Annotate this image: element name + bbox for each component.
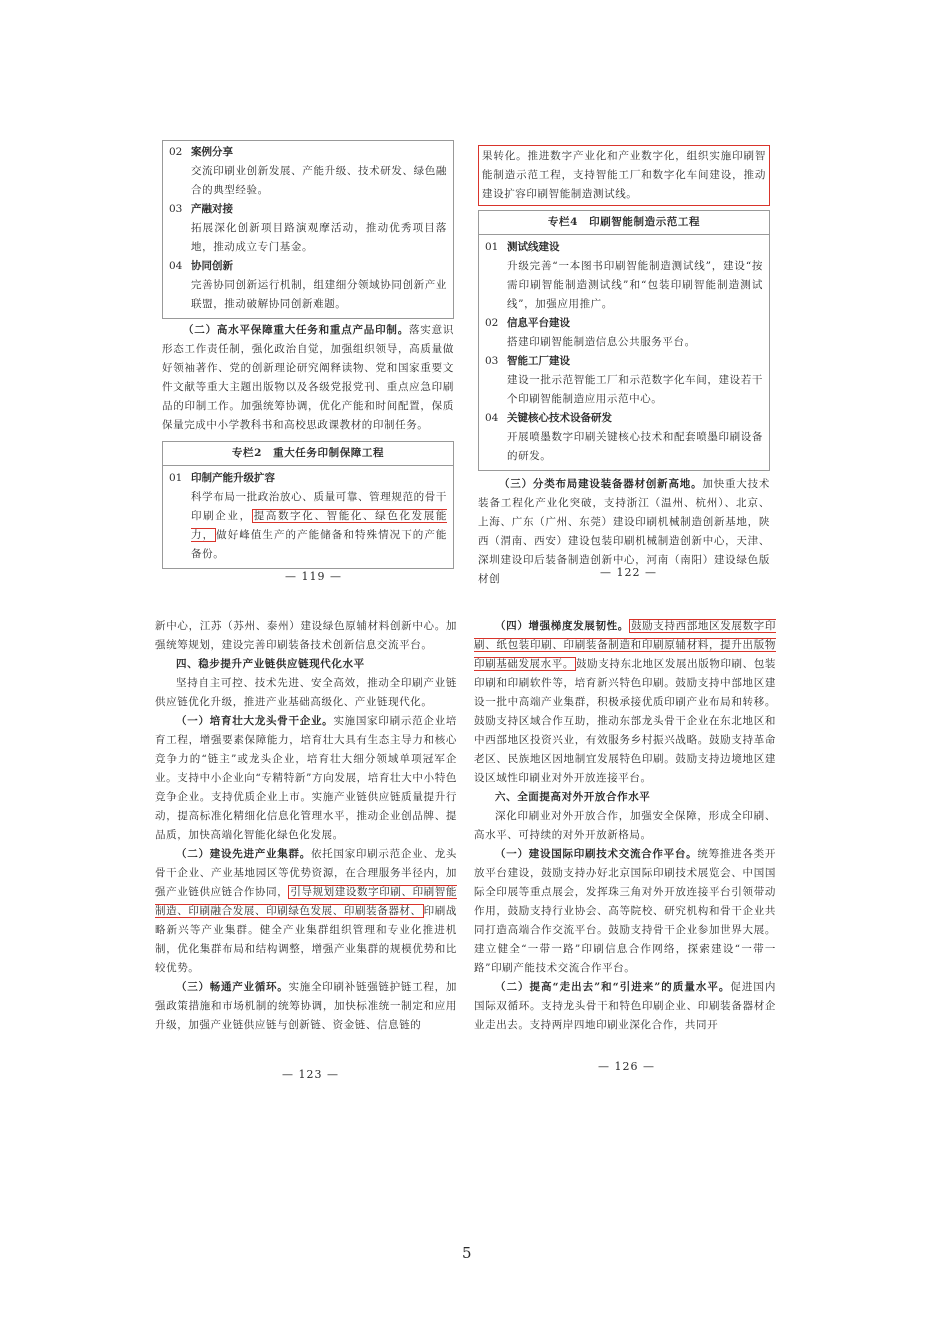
page-122 <box>478 145 770 589</box>
column-box-1 <box>162 140 454 319</box>
paragraph: （一）建设国际印刷技术交流合作平台。统筹推进各类开放平台建设，鼓励支持办好北京国际印刷技术展览会、中国国际全印展等重点展会，发挥珠三角对外开放连接平台引领带动作用，鼓励支持行业协会、高等院校、研究机构和骨干企业共同打造高端合作交流平台。鼓励支持骨干企业参加世界大展。建立健全“一带一路”印刷信息合作网络，探索建设“一带一路”印刷产能技术交流合作平台。 <box>474 848 776 974</box>
section-heading: 六、全面提高对外开放合作水平 <box>495 791 651 803</box>
box-title: 专栏2 重大任务印制保障工程 <box>163 442 453 466</box>
paragraph: （二）高水平保障重大任务和重点产品印制。落实意识形态工作责任制，强化政治自觉，加强组织领导，高质量做好领袖著作、党的创新理论研究阐释读物、党和国家重要文件文献等重大主题出版物以及各级党报党刊、重点应急印刷品的印制工作。加强统筹协调，优化产能和时间配置，保质保量完成中小学教科书和高校思政课教材的印制任务。 <box>162 324 454 431</box>
paragraph: （二）建设先进产业集群。依托国家印刷示范企业、龙头骨干企业、产业基地园区等优势资源，在合理服务半径内，加强产业链供应链合作协同， 引导规划建设数字印刷、印刷智能制造、印刷融合发展、印刷绿色发展、印刷装备器材、 印刷战略新兴等产业集群。健全产业集群组织管理和专业化推进机制，优化集群布局和结构调整，增强产业集群的规模优势和比较优势。 <box>155 848 458 974</box>
paragraph: 新中心，江苏（苏州、泰州）建设绿色原辅材料创新中心。加强统筹规划，建设完善印刷装备技术创新信息交流平台。 <box>155 620 457 651</box>
page-126 <box>474 617 776 1035</box>
column-box-2: 专栏2 重大任务印制保障工程 01 印制产能升级扩容 科学布局一批政治放心、质量可靠、管理规范的骨干印刷企业， 提高数字化、智能化、绿色化发展能力， 做好峰值生产的产能储备和特殊情况下的产能备份。 <box>162 441 454 569</box>
page-number: — 123 — <box>282 1068 339 1081</box>
column-box-4 <box>478 210 770 471</box>
sheet-page-number: 5 <box>462 1244 472 1262</box>
highlight-mark: 提高数字化、智能化、绿色化发展能力， <box>191 510 448 541</box>
box-item: 04 协同创新 完善协同创新运行机制，组建细分领域协同创新产业联盟，推动破解协同创新难题。 <box>169 260 447 310</box>
paragraph: （三）分类布局建设装备器材创新高地。加快重大技术装备工程化产业化突破，支持浙江（温州、杭州）、北京、上海、广东（广州、东莞）建设印刷机械制造创新基地，陕西（渭南、西安）建设包装印刷机械制造创新中心，天津、深圳建设印后装备制造创新中心，河南（南阳）建设绿色版材创 <box>478 478 770 585</box>
box-item: 04 关键核心技术设备研发 开展喷墨数字印刷关键核心技术和配套喷墨印刷设备的研发。 <box>485 412 763 462</box>
paragraph: （四）增强梯度发展韧性。 鼓励支持西部地区发展数字印刷、纸包装印刷、印刷装备制造和印刷原辅材料，提升出版物印刷基础发展水平。 鼓励支持东北地区发展出版物印刷、包装印刷和印刷软件等，培育新兴特色印刷。鼓励支持中部地区建设一批中高端产业集群，积极承接优质印刷产业布局和转移。鼓励支持区域合作互助，推动东部龙头骨干企业在东北地区和中西部地区投资兴业，有效服务乡村振兴战略。鼓励支持革命老区、民族地区因地制宜发展特色印刷。鼓励支持边境地区建设区域性印刷业对外开放连接平台。 <box>474 620 776 784</box>
box-item: 03 智能工厂建设 建设一批示范智能工厂和示范数字化车间，建设若干个印刷智能制造应用示范中心。 <box>485 355 763 405</box>
paragraph: 坚持自主可控、技术先进、安全高效，推动全印刷产业链供应链优化升级，推进产业基础高级化、产业链现代化。 <box>155 677 457 708</box>
paragraph: 深化印刷业对外开放合作，加强安全保障，形成全印刷、高水平、可持续的对外开放新格局。 <box>474 810 776 841</box>
highlight-mark: 鼓励支持西部地区发展数字印刷、纸包装印刷、印刷装备制造和印刷原辅材料，提升出版物印刷基础发展水平。 <box>474 620 776 670</box>
paragraph: （二）提高“走出去”和“引进来”的质量水平。促进国内国际双循环。支持龙头骨干和特色印刷企业、印刷装备器材企业走出去。支持两岸四地印刷业深化合作，共同开 <box>474 981 777 1031</box>
box-item: 03 产融对接 拓展深化创新项目路演观摩活动，推动优秀项目落地，推动成立专门基金。 <box>169 203 447 253</box>
page-123 <box>155 617 457 1035</box>
box-title: 专栏4 印刷智能制造示范工程 <box>479 211 769 235</box>
page-number: — 126 — <box>598 1060 655 1073</box>
highlight-mark: 引导规划建设数字印刷、印刷智能制造、印刷融合发展、印刷绿色发展、印刷装备器材、 <box>155 886 458 917</box>
paragraph: （三）畅通产业循环。实施全印刷补链强链护链工程，加强政策措施和市场机制的统筹协调，加快标准统一制定和应用升级，加强产业链供应链与创新链、资金链、信息链的 <box>155 981 458 1031</box>
box-item: 01 测试线建设 升级完善“一本图书印刷智能制造测试线”，建设“按需印刷智能制造测试线”和“包装印刷智能制造测试线”，加强应用推广。 <box>485 241 763 310</box>
page-number: — 119 — <box>285 570 342 583</box>
box-item: 02 信息平台建设 搭建印刷智能制造信息公共服务平台。 <box>485 317 696 348</box>
box-item: 02 案例分享 交流印刷业创新发展、产能升级、技术研发、绿色融合的典型经验。 <box>169 146 447 196</box>
highlight-block: 果转化。推进数字产业化和产业数字化，组织实施印刷智能制造示范工程，支持智能工厂和数字化车间建设，推动建设扩容印刷智能制造测试线。 <box>478 145 770 206</box>
page-number: — 122 — <box>600 566 657 579</box>
section-heading: 四、稳步提升产业链供应链现代化水平 <box>176 658 365 670</box>
page-119 <box>162 140 454 569</box>
paragraph: （一）培育壮大龙头骨干企业。实施国家印刷示范企业培育工程，增强要素保障能力，培育壮大具有生态主导力和核心竞争力的“链主”或龙头企业，培育壮大细分领域单项冠军企业。支持中小企业向“专精特新”方向发展，培育壮大中小特色竞争企业。支持优质企业上市。实施产业链供应链质量提升行动，提高标准化精细化信息化管理水平，推动企业创品牌、提品质，加快高端化智能化绿色化发展。 <box>155 715 457 841</box>
